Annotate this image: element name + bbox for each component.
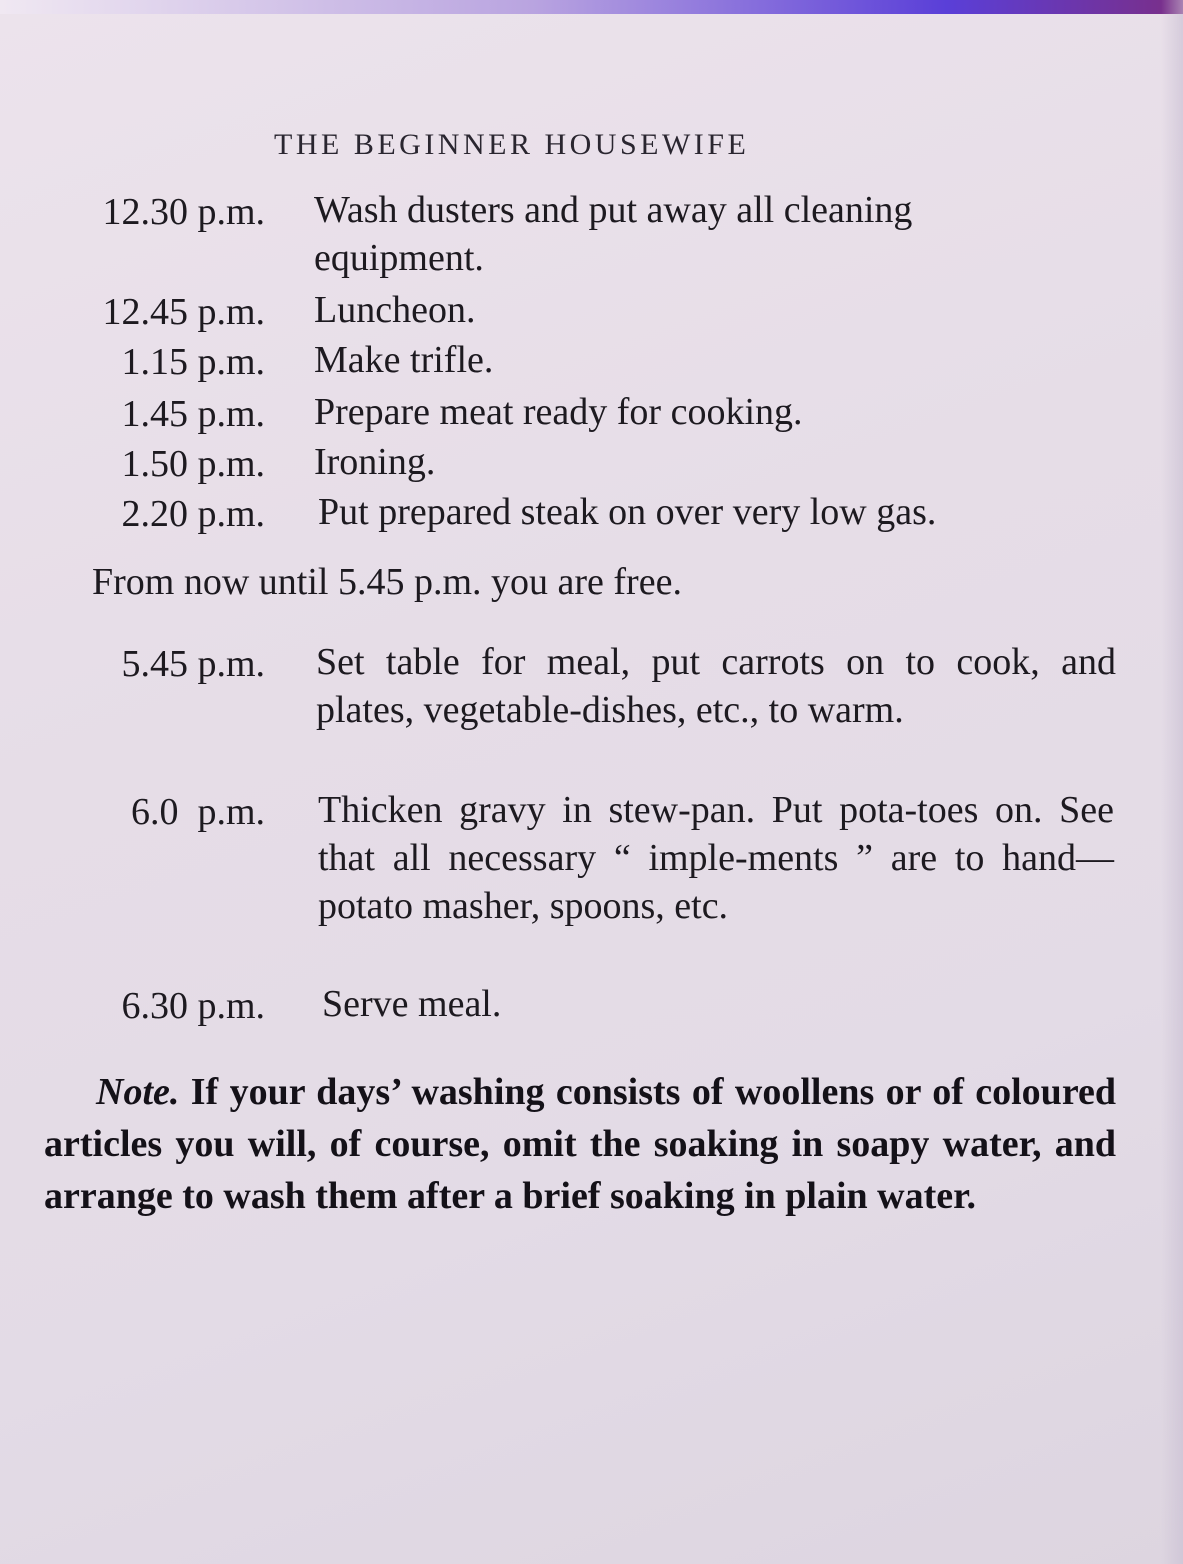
schedule-text: Prepare meat ready for cooking. xyxy=(314,391,803,433)
free-time-line: From now until 5.45 p.m. you are free. xyxy=(92,561,682,603)
schedule-text: Make trifle. xyxy=(314,339,494,381)
schedule-text: Luncheon. xyxy=(314,289,476,331)
page-top-edge xyxy=(0,0,1183,14)
schedule-time: 5.45 p.m. xyxy=(121,643,265,685)
schedule-text: Serve meal. xyxy=(322,983,502,1025)
schedule-text: Put prepared steak on over very low gas. xyxy=(318,491,937,533)
schedule-time: 1.15 p.m. xyxy=(121,341,265,383)
note-label: Note. xyxy=(96,1071,180,1113)
schedule-time: 2.20 p.m. xyxy=(121,493,265,535)
schedule-time: 12.30 p.m. xyxy=(102,191,265,233)
schedule-time: 1.45 p.m. xyxy=(121,393,265,435)
schedule-time: 1.50 p.m. xyxy=(121,443,265,485)
page-right-edge xyxy=(1161,0,1183,1564)
schedule-text: Wash dusters and put away all cleaning equipment. xyxy=(314,189,913,279)
running-head: THE BEGINNER HOUSEWIFE xyxy=(274,128,750,161)
schedule-text: Set table for meal, put carrots on to cook, and plates, vegetable-dishes, etc., to warm. xyxy=(316,641,1116,731)
note-paragraph xyxy=(44,1066,1116,1222)
schedule-text: Ironing. xyxy=(314,441,436,483)
schedule-time: 12.45 p.m. xyxy=(102,291,265,333)
schedule-time: 6.0 p.m. xyxy=(130,791,265,833)
schedule-text: Thicken gravy in stew-pan. Put pota-toes on. See that all necessary “ imple-ments ” are to hand—potato masher, spoons, etc. xyxy=(318,789,1114,927)
note-text: If your days’ washing consists of woollens or of coloured articles you will, of course, omit the soaking in soapy water, and arrange to wash them after a brief soaking in plain water. xyxy=(44,1071,1116,1217)
schedule-time: 6.30 p.m. xyxy=(121,985,265,1027)
